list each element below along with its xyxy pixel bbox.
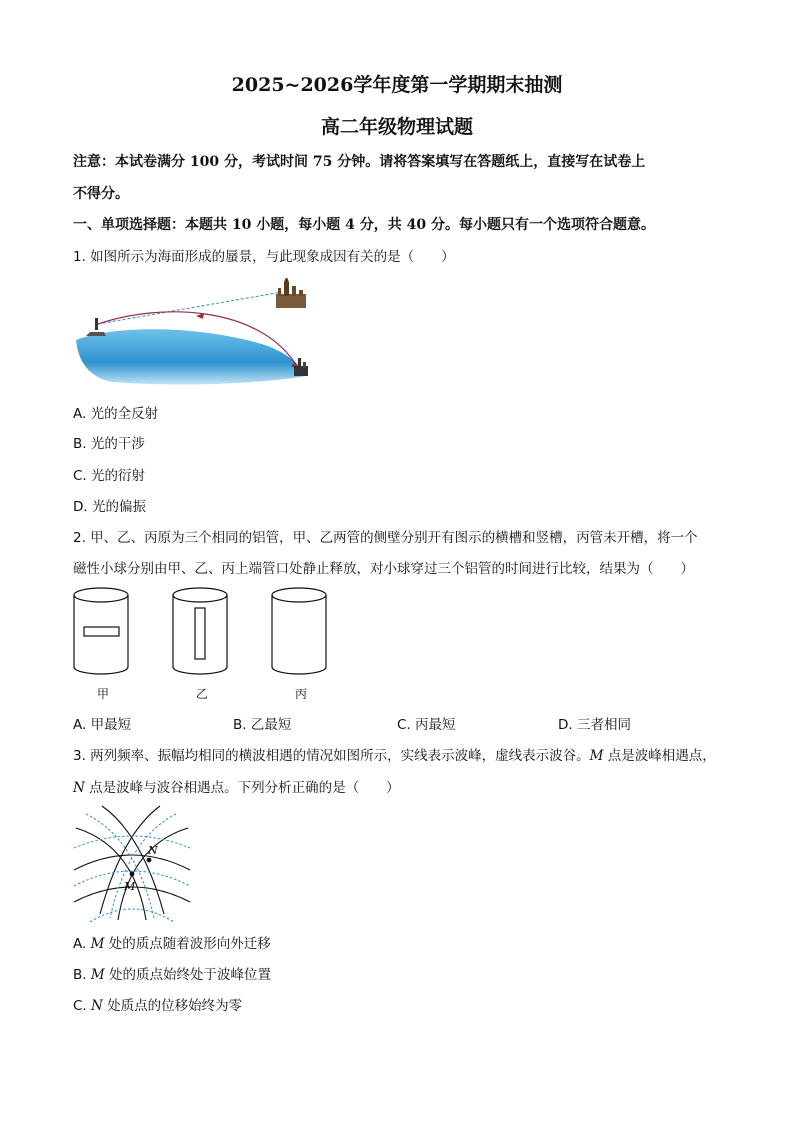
q2-stem-line-1: 2. 甲、乙、丙原为三个相同的铝管，甲、乙两管的侧壁分别开有图示的横槽和竖槽，丙管未开槽，将一个 [73, 530, 698, 546]
sea-shape [76, 329, 306, 384]
q2-option-c: C. 丙最短 [397, 717, 456, 733]
tube-label-jia: 甲 [97, 687, 110, 701]
crest-lines-right [74, 806, 190, 920]
q3-stem-line-2: N 点是波峰与波谷相遇点。下列分析正确的是（ ） [73, 780, 400, 796]
q3-option-b: B. M 处的质点始终处于波峰位置 [73, 967, 271, 983]
dashed-sightline [98, 292, 282, 324]
point-m [130, 872, 135, 877]
tube-bing [272, 588, 326, 674]
q3-stem-line-1: 3. 两列频率、振幅均相同的横波相遇的情况如图所示，实线表示波峰，虚线表示波谷。M 点是波峰相遇点， [73, 748, 716, 764]
wave-interference-figure [72, 804, 192, 922]
exam-title: 2025~2026学年度第一学期期末抽测 [231, 74, 563, 96]
point-n [147, 858, 152, 863]
q2-option-d: D. 三者相同 [558, 717, 631, 733]
q1-stem: 1. 如图所示为海面形成的蜃景，与此现象成因有关的是（ ） [73, 249, 455, 265]
tube-label-yi: 乙 [196, 687, 209, 701]
notice-line-2: 不得分。 [73, 186, 129, 202]
trough-lines [74, 814, 190, 922]
real-castle-icon [294, 358, 308, 376]
q1-option-a: A. 光的全反射 [73, 406, 159, 422]
label-m: M [124, 880, 136, 893]
label-n: N [148, 844, 158, 857]
q1-option-d: D. 光的偏振 [73, 499, 146, 515]
section-heading: 一、单项选择题：本题共 10 小题，每小题 4 分，共 40 分。每小题只有一个选项符合题意。 [73, 217, 655, 233]
q1-option-c: C. 光的衍射 [73, 468, 146, 484]
mirage-figure [72, 278, 312, 390]
horizontal-slot [84, 627, 119, 636]
q3-option-a: A. M 处的质点随着波形向外迁移 [73, 936, 271, 952]
observer-figure [95, 318, 98, 330]
q2-option-a: A. 甲最短 [73, 717, 132, 733]
aluminum-tubes-figure [70, 585, 335, 680]
tube-jia [74, 588, 128, 674]
q1-option-b: B. 光的干涉 [73, 436, 145, 452]
tube-yi [173, 588, 227, 674]
tube-label-bing: 丙 [295, 687, 308, 701]
q3-option-c: C. N 处质点的位移始终为零 [73, 998, 243, 1014]
q2-option-b: B. 乙最短 [233, 717, 292, 733]
exam-subtitle: 高二年级物理试题 [320, 116, 473, 138]
mirage-castle-icon [276, 278, 306, 308]
vertical-slot [195, 608, 205, 659]
notice-line-1: 注意：本试卷满分 100 分，考试时间 75 分钟。请将答案填写在答题纸上，直接写在试卷上 [73, 154, 646, 170]
q2-stem-line-2: 磁性小球分别由甲、乙、丙上端管口处静止释放，对小球穿过三个铝管的时间进行比较，结果为（ ） [73, 561, 694, 577]
